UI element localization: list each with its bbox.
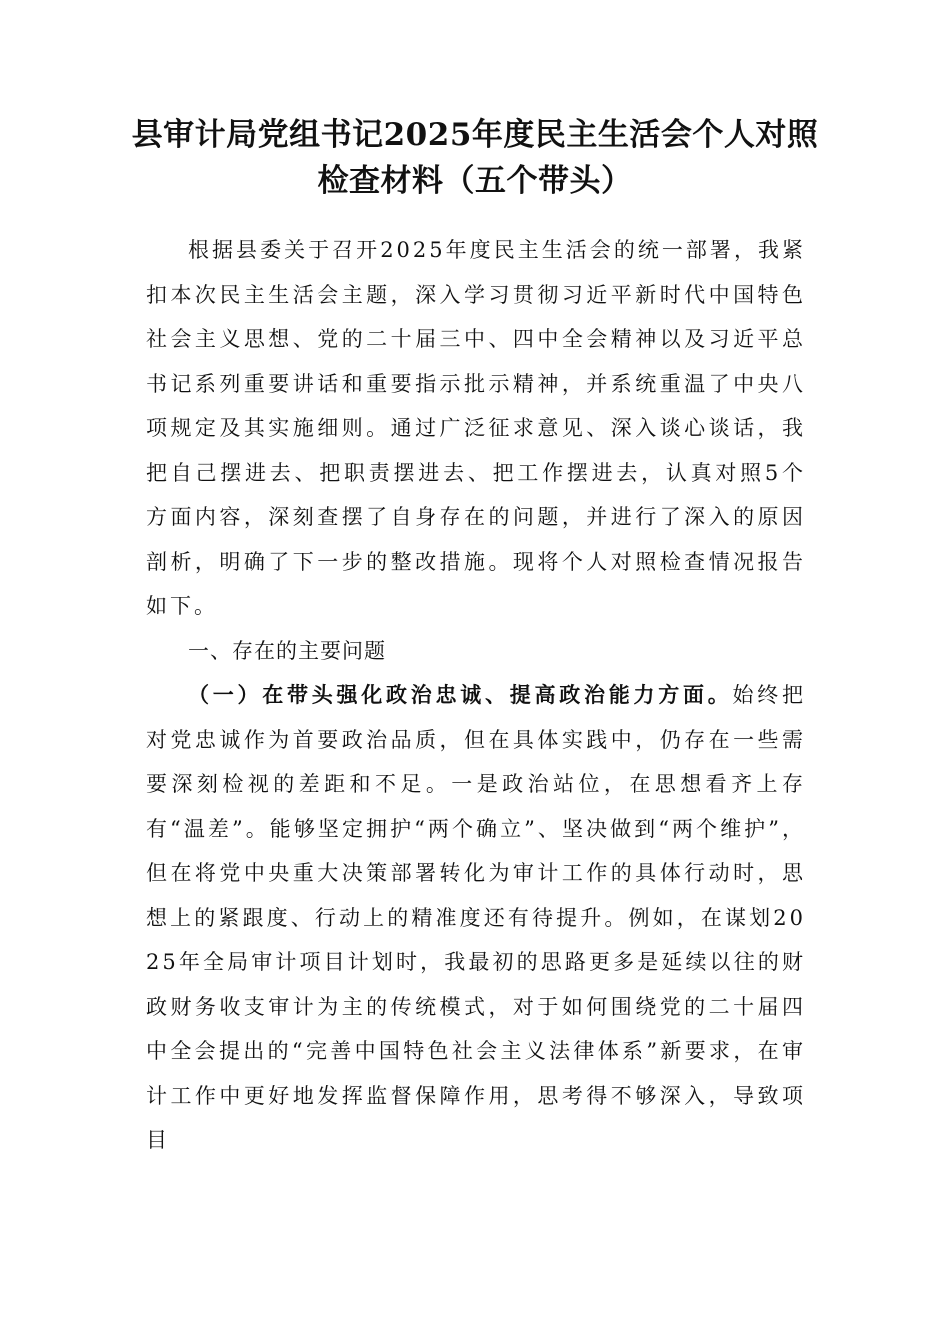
subsection-heading-political-loyalty: （一）在带头强化政治忠诚、提高政治能力方面。: [188, 682, 733, 707]
subsection-paragraph: [146, 673, 806, 1163]
section-heading-problems: 一、存在的主要问题: [188, 638, 386, 663]
document-title: 县审计局党组书记2025年度民主生活会个人对照检查材料（五个带头）: [131, 117, 819, 199]
subsection-text: 始终把对党忠诚作为首要政治品质，但在具体实践中，仍存在一些需要深刻检视的差距和不足。一是政治站位，在思想看齐上存有“温差”。能够坚定拥护“两个确立”、坚决做到“两个维护”，但在将党中央重大决策部署转化为审计工作的具体行动时，思想上的紧跟度、行动上的精准度还有待提升。例如，在谋划2025年全局审计项目计划时，我最初的思路更多是延续以往的财政财务收支审计为主的传统模式，对于如何围绕党的二十届四中全会提出的“完善中国特色社会主义法律体系”新要求，在审计工作中更好地发挥监督保障作用，思考得不够深入，导致项目: [146, 683, 806, 1152]
document-body: [146, 228, 806, 1163]
intro-paragraph: 根据县委关于召开2025年度民主生活会的统一部署，我紧扣本次民主生活会主题，深入学习贯彻习近平新时代中国特色社会主义思想、党的二十届三中、四中全会精神以及习近平总书记系列重要讲话和重要指示批示精神，并系统重温了中央八项规定及其实施细则。通过广泛征求意见、深入谈心谈话，我把自己摆进去、把职责摆进去、把工作摆进去，认真对照5个方面内容，深刻查摆了自身存在的问题，并进行了深入的原因剖析，明确了下一步的整改措施。现将个人对照检查情况报告如下。: [146, 238, 806, 618]
